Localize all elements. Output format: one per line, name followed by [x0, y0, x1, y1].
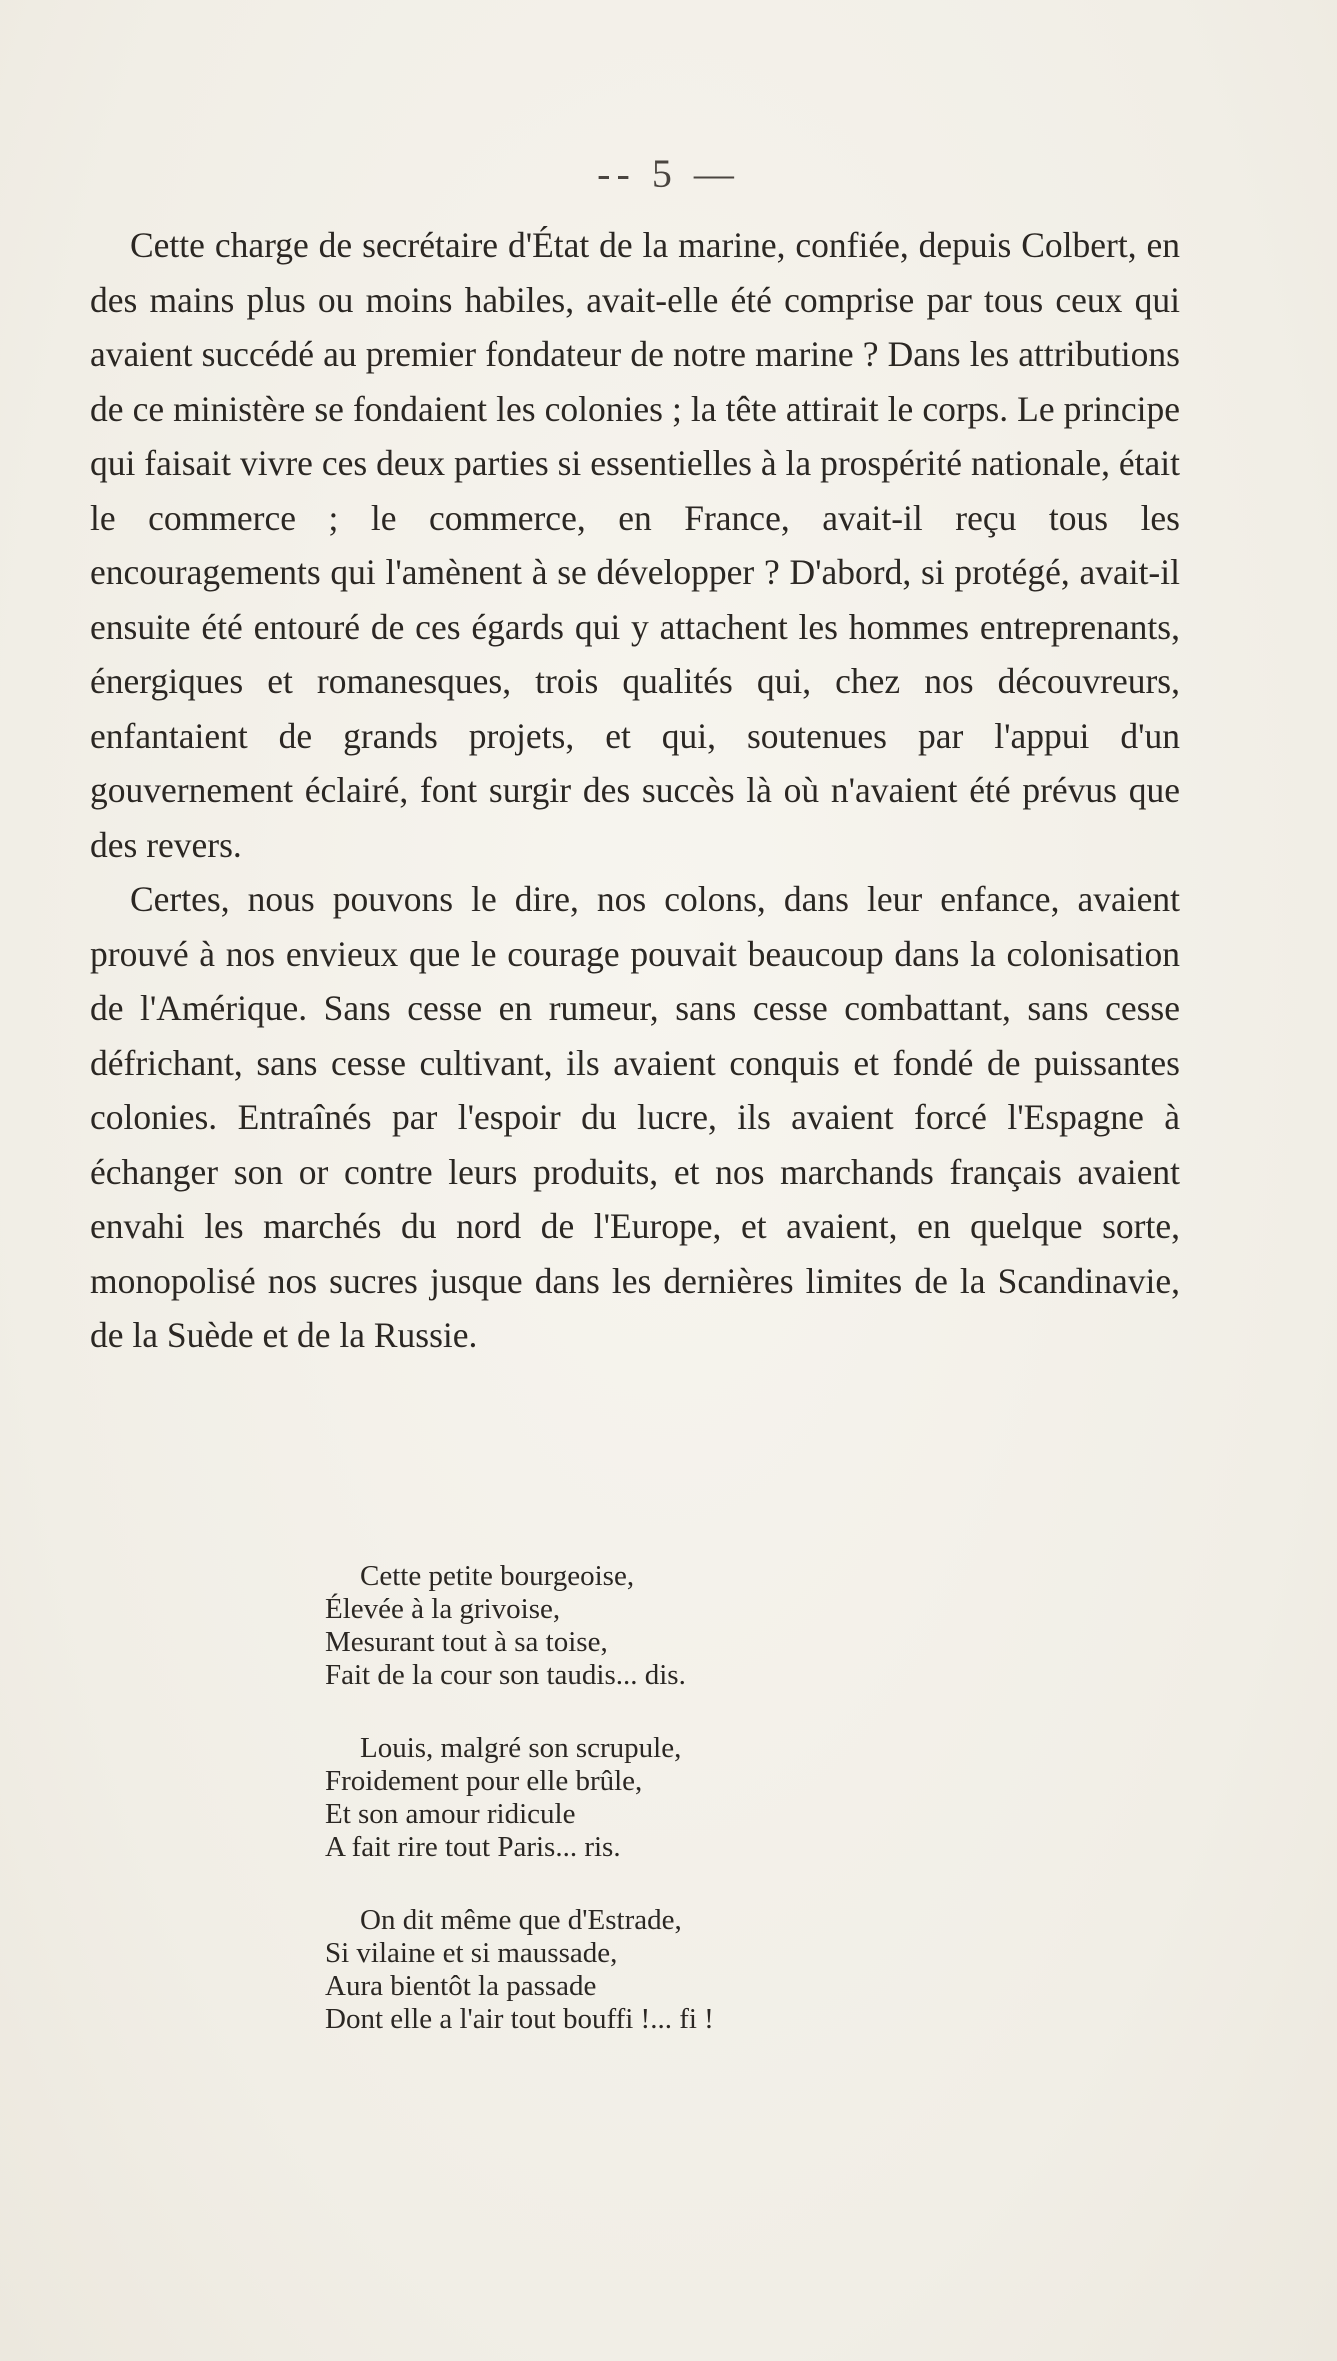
poem-verse: Aura bientôt la passade [325, 1970, 597, 2002]
poem-verse: Si vilaine et si maussade, [325, 1937, 618, 1969]
poem-verse: Cette petite bourgeoise, [360, 1560, 635, 1592]
poem-stanza [325, 1560, 1025, 1692]
poem-verse: Froidement pour elle brûle, [325, 1765, 643, 1797]
page-number: -- 5 — [597, 151, 740, 196]
paragraph: Certes, nous pouvons le dire, nos colons, dans leur enfance, avaient prouvé à nos envieux que le courage pouvait beaucoup dans la colonisation de l'Amérique. Sans cesse en rumeur, sans cesse combattant, sans cesse défrichant, sans cesse cultivant, ils avaient conquis et fondé de puissantes colonies. Entraînés par l'espoir du lucre, ils avaient forcé l'Espagne à échanger son or contre leurs produits, et nos marchands français avaient envahi les marchés du nord de l'Europe, et avaient, en quelque sorte, monopolisé nos sucres jusque dans les dernières limites de la Scandinavie, de la Suède et de la Russie. [90, 879, 1180, 1355]
poem-verse: A fait rire tout Paris... ris. [325, 1831, 621, 1863]
poem-verse: Mesurant tout à sa toise, [325, 1626, 608, 1658]
body-text [90, 218, 1180, 1363]
poem-verse: Louis, malgré son scrupule, [360, 1732, 682, 1764]
poem-verse: Élevée à la grivoise, [325, 1593, 561, 1625]
poem [325, 1560, 1025, 2076]
poem-verse: Fait de la cour son taudis... dis. [325, 1659, 686, 1691]
poem-stanza [325, 1732, 1025, 1864]
poem-verse: Dont elle a l'air tout bouffi !... fi ! [325, 2003, 714, 2035]
poem-verse: Et son amour ridicule [325, 1798, 576, 1830]
poem-verse: On dit même que d'Estrade, [360, 1904, 682, 1936]
poem-stanza [325, 1904, 1025, 2036]
paragraph: Cette charge de secrétaire d'État de la marine, confiée, depuis Colbert, en des mains plus ou moins habiles, avait-elle été comprise par tous ceux qui avaient succédé au premier fondateur de notre marine ? Dans les attributions de ce ministère se fondaient les colonies ; la tête attirait le corps. Le principe qui faisait vivre ces deux parties si essentielles à la prospérité nationale, était le commerce ; le commerce, en France, avait-il reçu tous les encouragements qui l'amènent à se développer ? D'abord, si protégé, avait-il ensuite été entouré de ces égards qui y attachent les hommes entreprenants, énergiques et romanesques, trois qualités qui, chez nos découvreurs, enfantaient de grands projets, et qui, soutenues par l'appui d'un gouvernement éclairé, font surgir des succès là où n'avaient été prévus que des revers. [90, 225, 1180, 865]
